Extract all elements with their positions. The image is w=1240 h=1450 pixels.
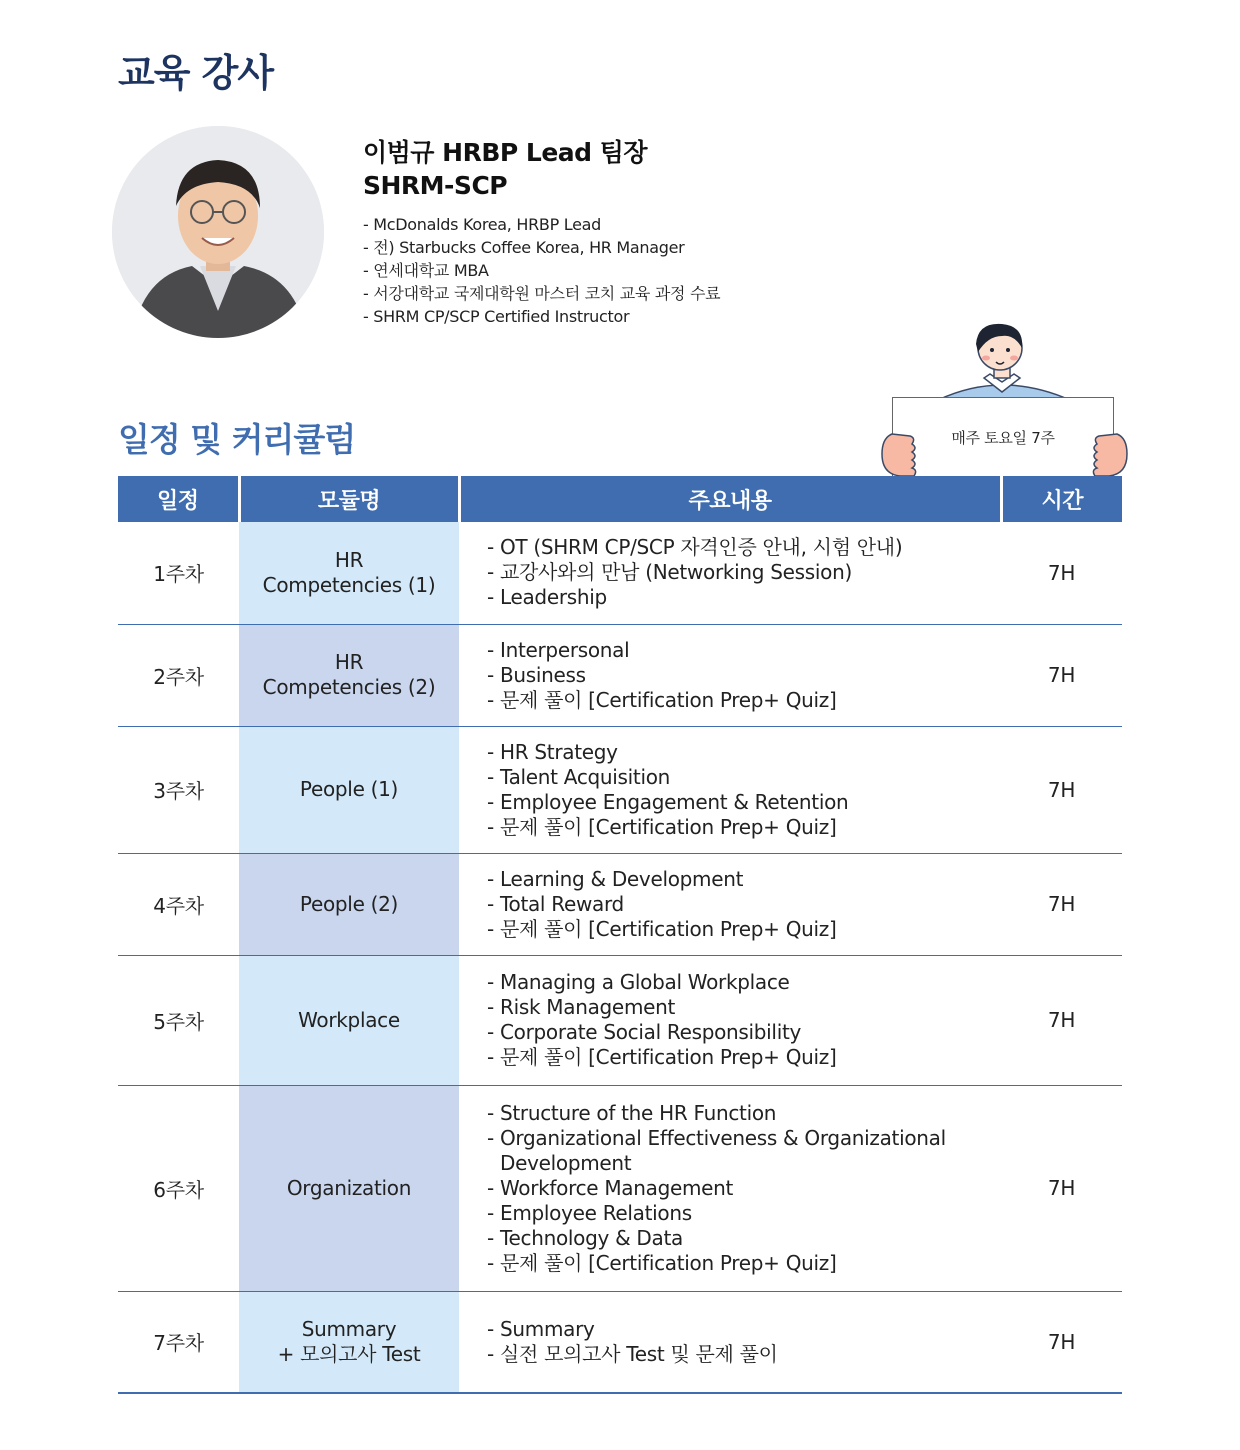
header-contents: 주요내용 [459,476,1001,522]
contents-list [487,535,1001,610]
contents-cell [459,955,1001,1085]
module-line: + 모의고사 Test [277,1341,421,1366]
contents-list [487,740,1001,840]
contents-cell [459,853,1001,955]
contents-item: - Summary [487,1317,1001,1342]
left-hand-icon [880,430,920,478]
module-line: Summary [301,1316,397,1341]
career-item: - 전) Starbucks Coffee Korea, HR Manager [363,238,685,257]
module-cell [239,726,459,853]
hours-cell: 7H [1001,955,1122,1085]
instructor-name: 이범규 HRBP Lead 팀장 [363,138,648,167]
contents-item: - Employee Relations [487,1201,1001,1226]
module-line: People (2) [299,891,399,916]
hours-cell: 7H [1001,726,1122,853]
hours-cell: 7H [1001,853,1122,955]
week-cell: 7주차 [118,1291,239,1393]
contents-cell [459,624,1001,726]
table-row [118,1085,1122,1291]
curriculum-table [118,476,1122,1394]
week-cell: 2주차 [118,624,239,726]
instructor-section-title: 교육 강사 [118,51,274,95]
module-cell [239,522,459,624]
contents-cell [459,1085,1001,1291]
schedule-sign: 매주 토요일 7주 [892,397,1114,477]
module-line: Organization [286,1175,412,1200]
contents-item: - Employee Engagement & Retention [487,790,1001,815]
table-row [118,726,1122,853]
curriculum-section-title: 일정 및 커리큘럼 [118,420,356,459]
week-cell: 5주차 [118,955,239,1085]
contents-list [487,1101,1001,1276]
header-schedule: 일정 [118,476,239,522]
career-item: - McDonalds Korea, HRBP Lead [363,215,601,234]
week-cell: 4주차 [118,853,239,955]
hours-cell: 7H [1001,624,1122,726]
module-line: Competencies (1) [262,572,436,597]
module-cell [239,624,459,726]
career-item: - 연세대학교 MBA [363,261,489,280]
contents-item: - Leadership [487,585,1001,610]
contents-item: - Total Reward [487,892,1001,917]
table-header-row [118,476,1122,522]
contents-item: - 문제 풀이 [Certification Prep+ Quiz] [487,1251,1001,1276]
contents-item: - 실전 모의고사 Test 및 문제 풀이 [487,1342,1001,1367]
module-line: Competencies (2) [262,675,436,699]
table-row [118,624,1122,726]
hours-cell: 7H [1001,1291,1122,1393]
contents-cell [459,726,1001,853]
module-cell [239,1085,459,1291]
contents-item: - Technology & Data [487,1226,1001,1251]
table-row [118,955,1122,1085]
contents-item: - 문제 풀이 [Certification Prep+ Quiz] [487,688,1001,713]
header-module: 모듈명 [239,476,459,522]
contents-item: - 문제 풀이 [Certification Prep+ Quiz] [487,917,1001,942]
contents-item: - Interpersonal [487,638,1001,663]
contents-item: - OT (SHRM CP/SCP 자격인증 안내, 시험 안내) [487,535,1001,560]
week-cell: 1주차 [118,522,239,624]
table-row [118,522,1122,624]
contents-item: - Talent Acquisition [487,765,1001,790]
hours-cell: 7H [1001,1085,1122,1291]
contents-list [487,970,1001,1070]
contents-cell [459,1291,1001,1393]
contents-item: - HR Strategy [487,740,1001,765]
contents-item: - Business [487,663,1001,688]
contents-cell [459,522,1001,624]
contents-item: - Corporate Social Responsibility [487,1020,1001,1045]
module-line: Workplace [298,1007,400,1032]
right-hand-icon [1089,430,1129,478]
module-cell [239,853,459,955]
contents-item: - 문제 풀이 [Certification Prep+ Quiz] [487,815,1001,840]
instructor-profile [363,136,720,328]
contents-item: - 문제 풀이 [Certification Prep+ Quiz] [487,1045,1001,1070]
module-line: HR [334,547,364,572]
contents-item: - Risk Management [487,995,1001,1020]
week-cell: 3주차 [118,726,239,853]
module-line: People (1) [299,777,399,801]
instructor-certification: SHRM-SCP [363,171,508,200]
contents-item: - Workforce Management [487,1176,1001,1201]
career-item: - 서강대학교 국제대학원 마스터 코치 교육 과정 수료 [363,284,721,303]
table-row [118,1291,1122,1393]
module-line: HR [334,650,364,674]
contents-item: - Learning & Development [487,867,1001,892]
hours-cell: 7H [1001,522,1122,624]
table-row [118,853,1122,955]
header-hours: 시간 [1001,476,1122,522]
instructor-photo [112,126,324,338]
contents-item: - Managing a Global Workplace [487,970,1001,995]
contents-list [487,867,1001,942]
table-body [118,522,1122,1393]
contents-item: - 교강사와의 만남 (Networking Session) [487,560,1001,585]
contents-list [487,1317,1001,1367]
module-cell [239,955,459,1085]
contents-list [487,638,1001,713]
career-item: - SHRM CP/SCP Certified Instructor [363,307,630,326]
career-list [363,213,720,328]
module-cell [239,1291,459,1393]
contents-item: - Structure of the HR Function [487,1101,1001,1126]
contents-item: - Organizational Effectiveness & Organizational Development [487,1126,1001,1176]
week-cell: 6주차 [118,1085,239,1291]
